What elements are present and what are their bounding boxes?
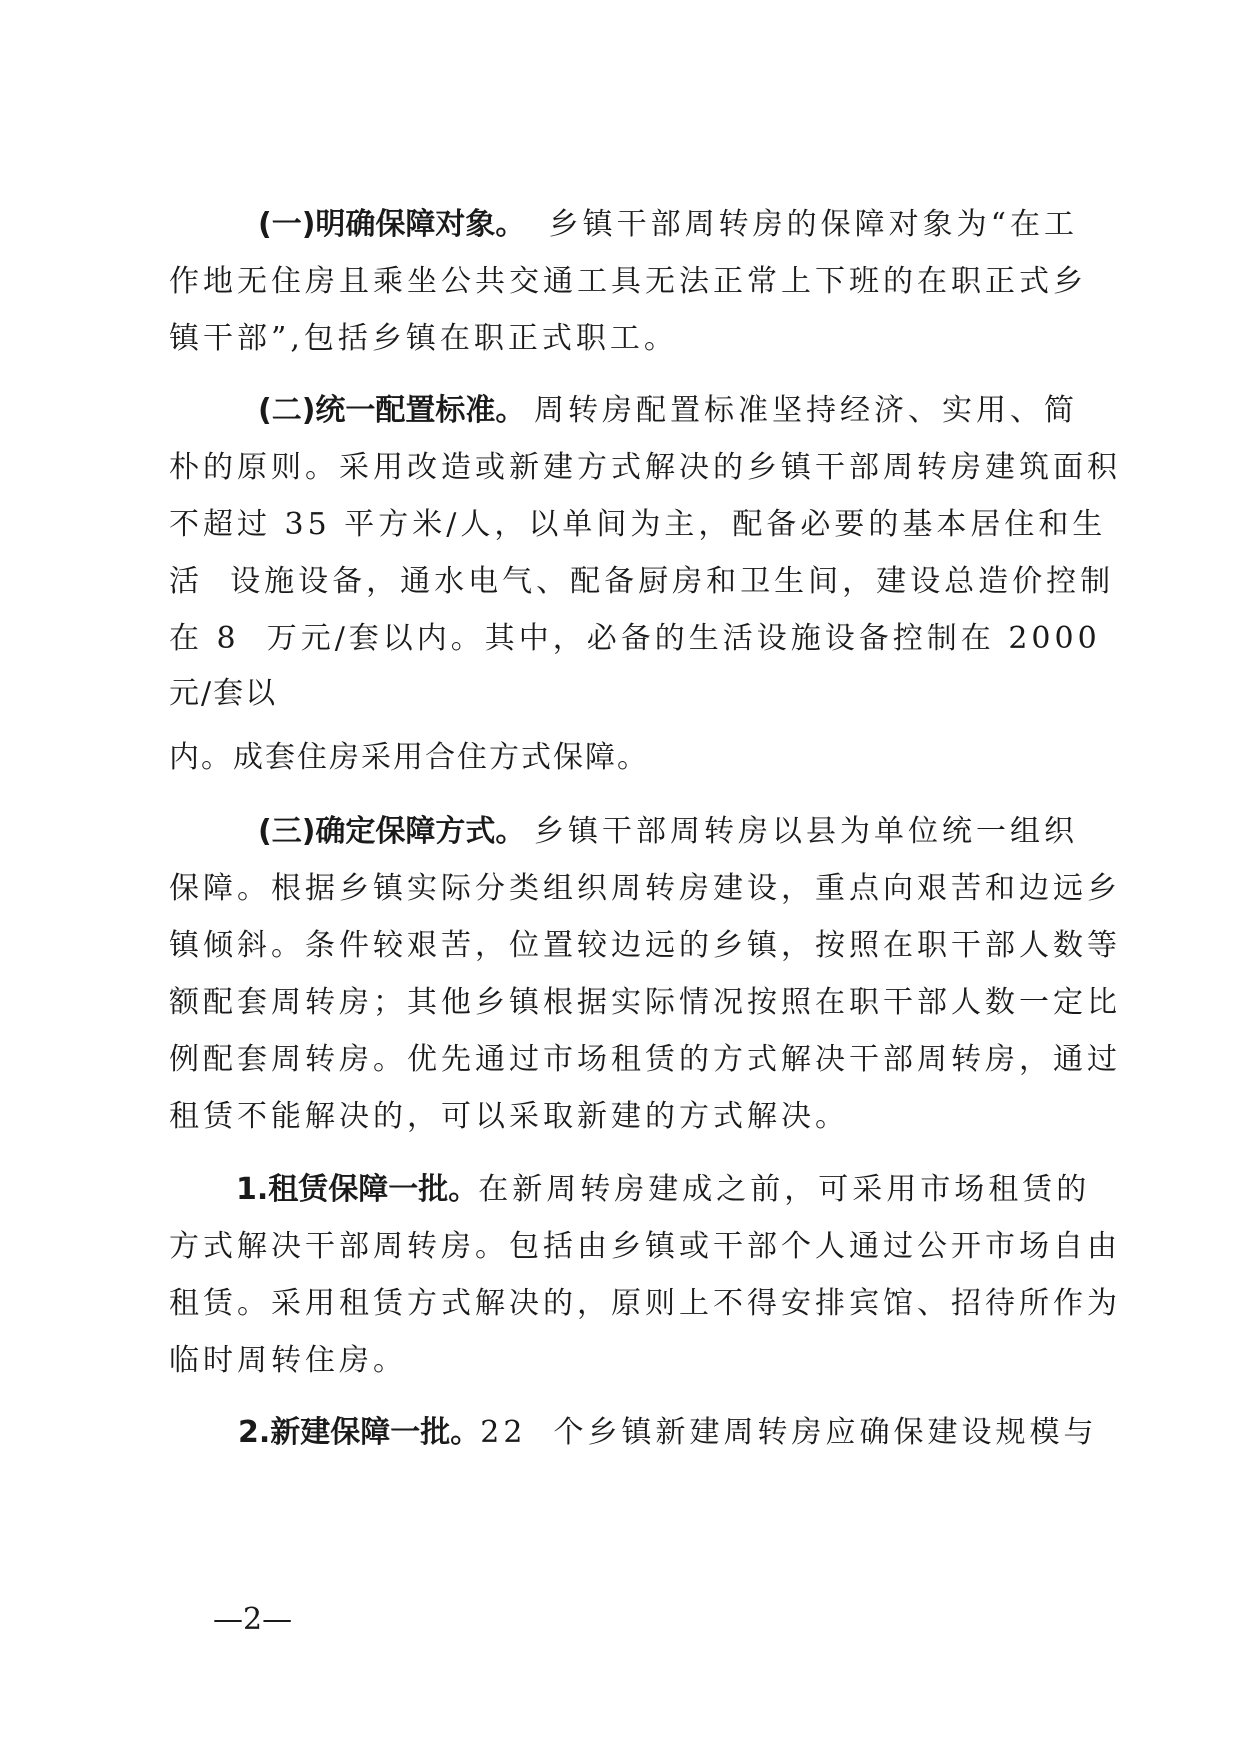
para3-text-1: 乡镇干部周转房以县为单位统一组织	[534, 814, 1078, 849]
para2-heading: (二)统一配置标准。	[258, 393, 526, 428]
para3-line4	[169, 983, 1121, 1023]
para2-text-4: 活 设施设备，通水电气、配备厨房和卫生间，建设总造价控制	[169, 564, 1115, 599]
para3-text-3: 镇倾斜。条件较艰苦，位置较边远的乡镇，按照在职干部人数等	[169, 928, 1121, 963]
para4-line4	[169, 1341, 407, 1381]
para4-heading: 1.租赁保障一批。	[236, 1172, 479, 1207]
para3-text-2: 保障。根据乡镇实际分类组织周转房建设，重点向艰苦和边远乡	[169, 871, 1121, 906]
para3-line2	[169, 869, 1121, 909]
para2-line4	[169, 562, 1114, 602]
page-number: —2—	[213, 1602, 293, 1637]
para2-text-1: 周转房配置标准坚持经济、实用、简	[534, 393, 1078, 428]
para3-line1	[258, 812, 1078, 852]
para2-line7	[169, 738, 649, 778]
para2-line3	[169, 505, 1106, 545]
para2-text-7: 内。成套住房采用合住方式保障。	[169, 740, 649, 775]
para3-line5	[169, 1040, 1121, 1080]
para2-line6	[169, 674, 277, 714]
para4-line3	[169, 1284, 1121, 1324]
para4-line2	[169, 1227, 1121, 1267]
para3-text-6: 租赁不能解决的，可以采取新建的方式解决。	[169, 1099, 849, 1134]
para1-line3	[169, 319, 678, 359]
para4-text-1: 在新周转房建成之前，可采用市场租赁的	[478, 1172, 1091, 1207]
para5-heading: 2.新建保障一批。	[238, 1415, 481, 1450]
para2-line5	[169, 619, 1101, 659]
para3-line6	[169, 1097, 849, 1137]
para1-text-3: 镇干部”,包括乡镇在职正式职工。	[169, 321, 678, 356]
para2-text-2: 朴的原则。采用改造或新建方式解决的乡镇干部周转房建筑面积	[169, 450, 1121, 485]
para1-line2	[169, 262, 1087, 302]
para4-text-3: 租赁。采用租赁方式解决的，原则上不得安排宾馆、招待所作为	[169, 1286, 1121, 1321]
para1-heading: (一)明确保障对象。	[258, 207, 526, 242]
para4-text-4: 临时周转住房。	[169, 1343, 407, 1378]
para1-text-1: 乡镇干部周转房的保障对象为“在工	[548, 207, 1078, 242]
para4-line1	[236, 1170, 1091, 1210]
para2-line1	[258, 391, 1078, 431]
para2-line2	[169, 448, 1121, 488]
para1-line1	[258, 205, 1078, 245]
para5-line1	[238, 1413, 1098, 1453]
para4-text-2: 方式解决干部周转房。包括由乡镇或干部个人通过公开市场自由	[169, 1229, 1121, 1264]
para3-text-4: 额配套周转房；其他乡镇根据实际情况按照在职干部人数一定比	[169, 985, 1121, 1020]
para2-text-3: 不超过 35 平方米/人，以单间为主，配备必要的基本居住和生	[169, 507, 1107, 542]
para1-text-2: 作地无住房且乘坐公共交通工具无法正常上下班的在职正式乡	[169, 264, 1087, 299]
para3-heading: (三)确定保障方式。	[258, 814, 526, 849]
para3-line3	[169, 926, 1121, 966]
para5-text-1: 22 个乡镇新建周转房应确保建设规模与	[480, 1415, 1098, 1450]
para3-text-5: 例配套周转房。优先通过市场租赁的方式解决干部周转房，通过	[169, 1042, 1121, 1077]
para2-text-6: 元/套以	[169, 676, 278, 711]
para2-text-5: 在 8 万元/套以内。其中，必备的生活设施设备控制在 2000	[169, 621, 1101, 656]
